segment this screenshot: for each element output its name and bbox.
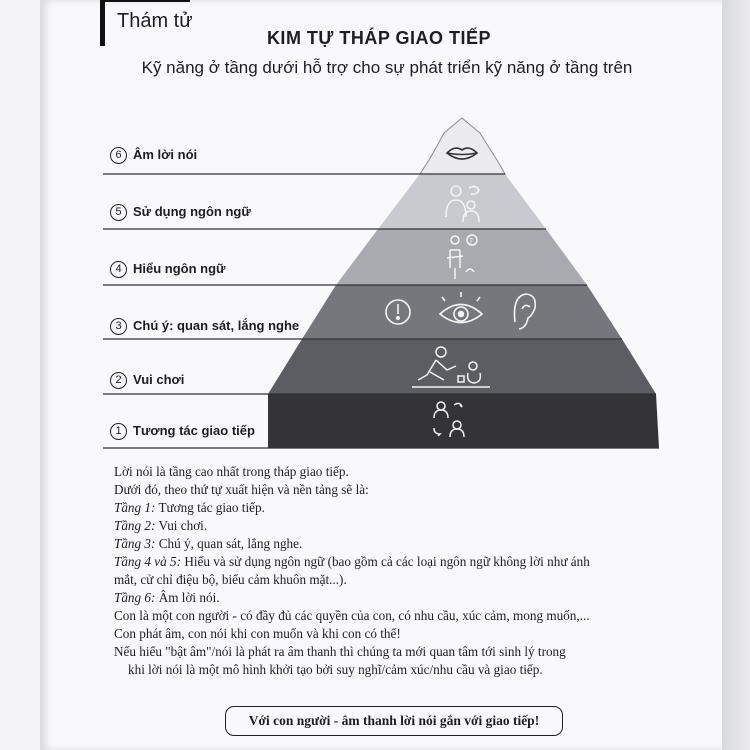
tier-45-desc-label: Tầng 4 và 5: bbox=[114, 554, 182, 569]
tier-4-number: 4 bbox=[110, 261, 127, 278]
tier-3-desc-label: Tầng 3: bbox=[114, 536, 156, 551]
tier-6-text: Âm lời nói bbox=[133, 147, 198, 162]
tier-6-label bbox=[110, 147, 197, 164]
tier-5-label bbox=[110, 204, 251, 221]
page-subtitle: Kỹ năng ở tầng dưới hỗ trợ cho sự phát triển kỹ năng ở tầng trên bbox=[141, 58, 633, 77]
tier-3-label bbox=[110, 318, 299, 335]
tier-1-label bbox=[110, 423, 255, 440]
tier-45-desc bbox=[114, 553, 689, 571]
tier-6-desc-label: Tầng 6: bbox=[114, 590, 156, 605]
paragraph-1: Con là một con người - có đầy đủ các quyền của con, có nhu cầu, xúc cảm, mong muốn,... bbox=[114, 608, 590, 623]
tier-4-text: Hiểu ngôn ngữ bbox=[133, 261, 226, 276]
tier-6-number: 6 bbox=[110, 147, 127, 164]
callout-box: Với con người - âm thanh lời nói gắn với giao tiếp! bbox=[225, 706, 563, 736]
body-text bbox=[114, 463, 689, 679]
tier-5-number: 5 bbox=[110, 204, 127, 221]
tier-2-desc-label: Tầng 2: bbox=[114, 518, 156, 533]
tier-2-band bbox=[268, 339, 656, 394]
tier-2-number: 2 bbox=[110, 372, 127, 389]
tier-3-number: 3 bbox=[110, 318, 127, 335]
tier-2-text: Vui chơi bbox=[133, 372, 185, 387]
tier-1-desc-label: Tầng 1: bbox=[114, 500, 156, 515]
page-title: KIM TỰ THÁP GIAO TIẾP bbox=[266, 28, 492, 48]
tier-3-text: Chú ý: quan sát, lắng nghe bbox=[133, 318, 300, 333]
tier-45-desc-cont: mắt, cử chỉ điệu bộ, biểu cảm khuôn mặt...). bbox=[114, 572, 347, 587]
tier-2-label bbox=[110, 372, 184, 389]
section-tag: Thám tử bbox=[117, 10, 193, 32]
tier-6-band bbox=[420, 118, 505, 174]
tier-1-desc-text: Tương tác giao tiếp. bbox=[155, 500, 265, 515]
intro-line: Lời nói là tầng cao nhất trong tháp giao tiếp. bbox=[114, 464, 349, 479]
tier-6-desc bbox=[114, 589, 689, 607]
tier-1-number: 1 bbox=[110, 423, 127, 440]
intro-line-2: Dưới đó, theo thứ tự xuất hiện và nền tảng sẽ là: bbox=[114, 482, 369, 497]
tier-45-desc-text-a: Hiểu và sử dụng ngôn ngữ (bao gồm cả các loại ngôn ngữ không lời như ánh bbox=[181, 554, 590, 569]
tier-3-desc-text: Chú ý, quan sát, lắng nghe. bbox=[155, 536, 303, 551]
svg-text:?: ? bbox=[469, 237, 474, 246]
tier-1-desc bbox=[114, 499, 689, 517]
tier-2-desc bbox=[114, 517, 689, 535]
tier-3-desc bbox=[114, 535, 689, 553]
tier-1-text: Tương tác giao tiếp bbox=[133, 423, 255, 438]
paragraph-3a: Nếu hiểu "bật âm"/nói là phát ra âm thanh thì chúng ta mới quan tâm tới sinh lý trong bbox=[114, 644, 566, 659]
tier-5-text: Sử dụng ngôn ngữ bbox=[133, 204, 251, 219]
tier-6-desc-text: Âm lời nói. bbox=[155, 590, 220, 605]
tier-2-desc-text: Vui chơi. bbox=[155, 518, 208, 533]
tier-1-band bbox=[268, 394, 659, 448]
tier-4-label bbox=[110, 261, 225, 278]
tier-4-band bbox=[336, 229, 587, 285]
paragraph-3b: khi lời nói là một mô hình khởi tạo bởi suy nghĩ/cảm xúc/nhu cầu và giao tiếp. bbox=[128, 662, 543, 677]
paragraph-2: Con phát âm, con nói khi con muốn và khi con có thể! bbox=[114, 626, 401, 641]
